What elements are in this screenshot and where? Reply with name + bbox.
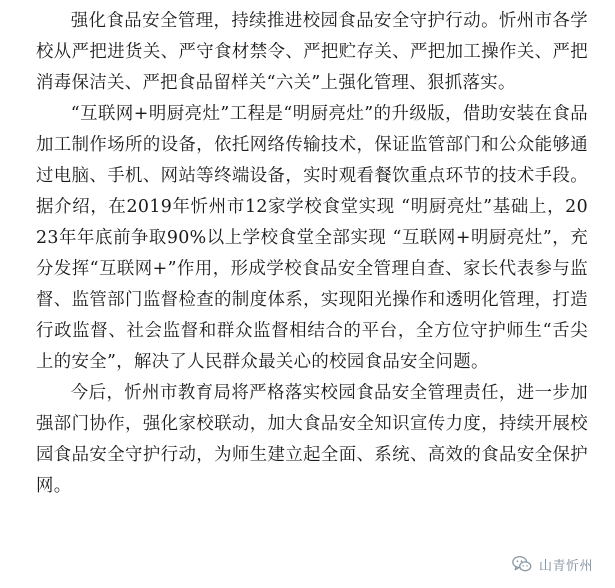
article-paragraph-3: 今后，忻州市教育局将严格落实校园食品安全管理责任，进一步加强部门协作，强化家校联动，加大食品安全知识宣传力度，持续开展校园食品安全守护行动，为师生建立起全面、系统、高效的食品安全保护网。 bbox=[36, 383, 588, 496]
article-paragraph-2: “互联网+明厨亮灶”工程是“明厨亮灶”的升级版，借助安装在食品加工制作场所的设备，依托网络传输技术，保证监管部门和公众能够通过电脑、手机、网站等终端设备，实时观看餐饮重点环节的技术手段。据介绍，在2019年忻州市12家学校食堂实现 “明厨亮灶”基础上，2023年年底前争取90%以上学校食堂全部实现 “互联网+明厨亮灶”，充分发挥“互联网+”作用，形成学校食品安全管理自查、家长代表参与监督、监管部门监督检查的制度体系，实现阳光操作和透明化管理，打造行政监督、社会监督和群众监督相结合的平台，全方位守护师生“舌尖上的安全”，解决了人民群众最关心的校园食品安全问题。 bbox=[36, 104, 588, 372]
watermark bbox=[507, 550, 601, 578]
wechat-icon bbox=[511, 553, 533, 575]
watermark-text: 山青忻州 bbox=[538, 558, 593, 574]
article-paragraph-1: 强化食品安全管理，持续推进校园食品安全守护行动。忻州市各学校从严把进货关、严守食材禁令、严把贮存关、严把加工操作关、严把消毒保洁关、严把食品留样关“六关”上强化管理、狠抓落实。 bbox=[36, 11, 588, 93]
article-body bbox=[36, 6, 588, 502]
